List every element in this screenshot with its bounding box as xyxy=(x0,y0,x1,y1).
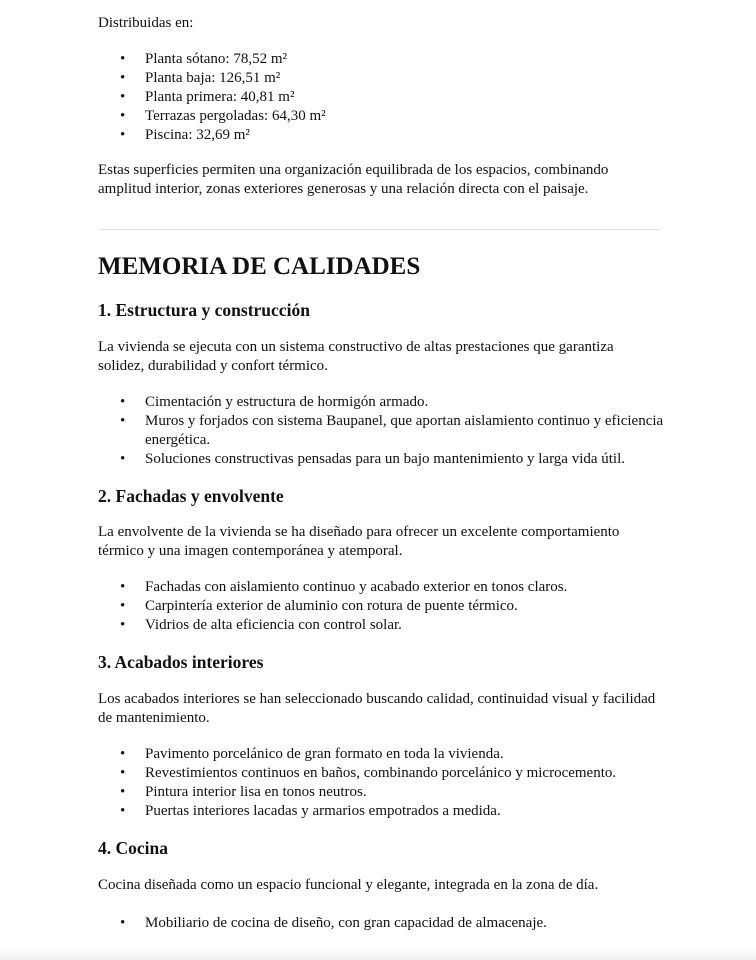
section-list xyxy=(98,914,698,933)
bullet-icon: • xyxy=(120,617,126,633)
bullet-icon: • xyxy=(120,451,126,467)
list-item: • Planta baja: 126,51 m² xyxy=(120,70,281,86)
section-heading-acabados: 3. Acabados interiores xyxy=(98,652,264,672)
list-item: • Carpintería exterior de aluminio con rotura de puente térmico. xyxy=(120,598,518,614)
section-divider xyxy=(98,229,660,230)
bullet-icon: • xyxy=(120,51,126,67)
section-paragraph: La vivienda se ejecuta con un sistema constructivo de altas prestaciones que garantiza solidez, durabilidad y confort térmico. xyxy=(98,339,614,374)
section-paragraph: La envolvente de la vivienda se ha diseñado para ofrecer un excelente comportamiento térmico y una imagen contemporánea y atemporal. xyxy=(98,524,620,559)
bullet-icon: • xyxy=(120,89,126,105)
list-item: • Terrazas pergoladas: 64,30 m² xyxy=(120,108,326,124)
list-item: • Vidrios de alta eficiencia con control solar. xyxy=(120,617,402,633)
list-item: • Puertas interiores lacadas y armarios empotrados a medida. xyxy=(120,803,501,819)
bullet-icon: • xyxy=(120,765,126,781)
section-list xyxy=(98,578,698,635)
bullet-icon: • xyxy=(120,915,126,931)
list-item: • Planta primera: 40,81 m² xyxy=(120,89,295,105)
list-item: • Cimentación y estructura de hormigón armado. xyxy=(120,394,429,410)
list-item: • Muros y forjados con sistema Baupanel, que aportan aislamiento continuo y eficiencia energética. xyxy=(120,413,664,448)
bullet-icon: • xyxy=(120,579,126,595)
bullet-icon: • xyxy=(120,108,126,124)
page-bottom-edge xyxy=(0,946,756,960)
bullet-icon: • xyxy=(120,784,126,800)
section-heading-estructura: 1. Estructura y construcción xyxy=(98,300,310,320)
list-item: • Soluciones constructivas pensadas para un bajo mantenimiento y larga vida útil. xyxy=(120,451,626,467)
bullet-icon: • xyxy=(120,803,126,819)
surfaces-list xyxy=(98,50,698,145)
bullet-icon: • xyxy=(120,598,126,614)
section-heading-cocina: 4. Cocina xyxy=(98,838,168,858)
intro-text: Distribuidas en: xyxy=(98,15,194,31)
section-paragraph: Cocina diseñada como un espacio funcional y elegante, integrada en la zona de día. xyxy=(98,877,599,893)
main-title: MEMORIA DE CALIDADES xyxy=(98,253,421,280)
list-item: • Mobiliario de cocina de diseño, con gran capacidad de almacenaje. xyxy=(120,915,547,931)
bullet-icon: • xyxy=(120,70,126,86)
list-item: • Planta sótano: 78,52 m² xyxy=(120,51,287,67)
list-item: • Fachadas con aislamiento continuo y acabado exterior en tonos claros. xyxy=(120,579,568,595)
list-item: • Pintura interior lisa en tonos neutros. xyxy=(120,784,367,800)
section-list xyxy=(98,745,698,821)
bullet-icon: • xyxy=(120,413,126,429)
list-item: • Piscina: 32,69 m² xyxy=(120,127,250,143)
section-paragraph: Los acabados interiores se han seleccionado buscando calidad, continuidad visual y facilidad de mantenimiento. xyxy=(98,691,656,726)
bullet-icon: • xyxy=(120,394,126,410)
list-item: • Revestimientos continuos en baños, combinando porcelánico y microcemento. xyxy=(120,765,617,781)
section-list xyxy=(98,393,698,469)
section-heading-fachadas: 2. Fachadas y envolvente xyxy=(98,486,284,506)
summary-paragraph: Estas superficies permiten una organización equilibrada de los espacios, combinando amplitud interior, zonas exteriores generosas y una relación directa con el paisaje. xyxy=(98,162,609,197)
bullet-icon: • xyxy=(120,127,126,143)
bullet-icon: • xyxy=(120,746,126,762)
list-item: • Pavimento porcelánico de gran formato en toda la vivienda. xyxy=(120,746,504,762)
